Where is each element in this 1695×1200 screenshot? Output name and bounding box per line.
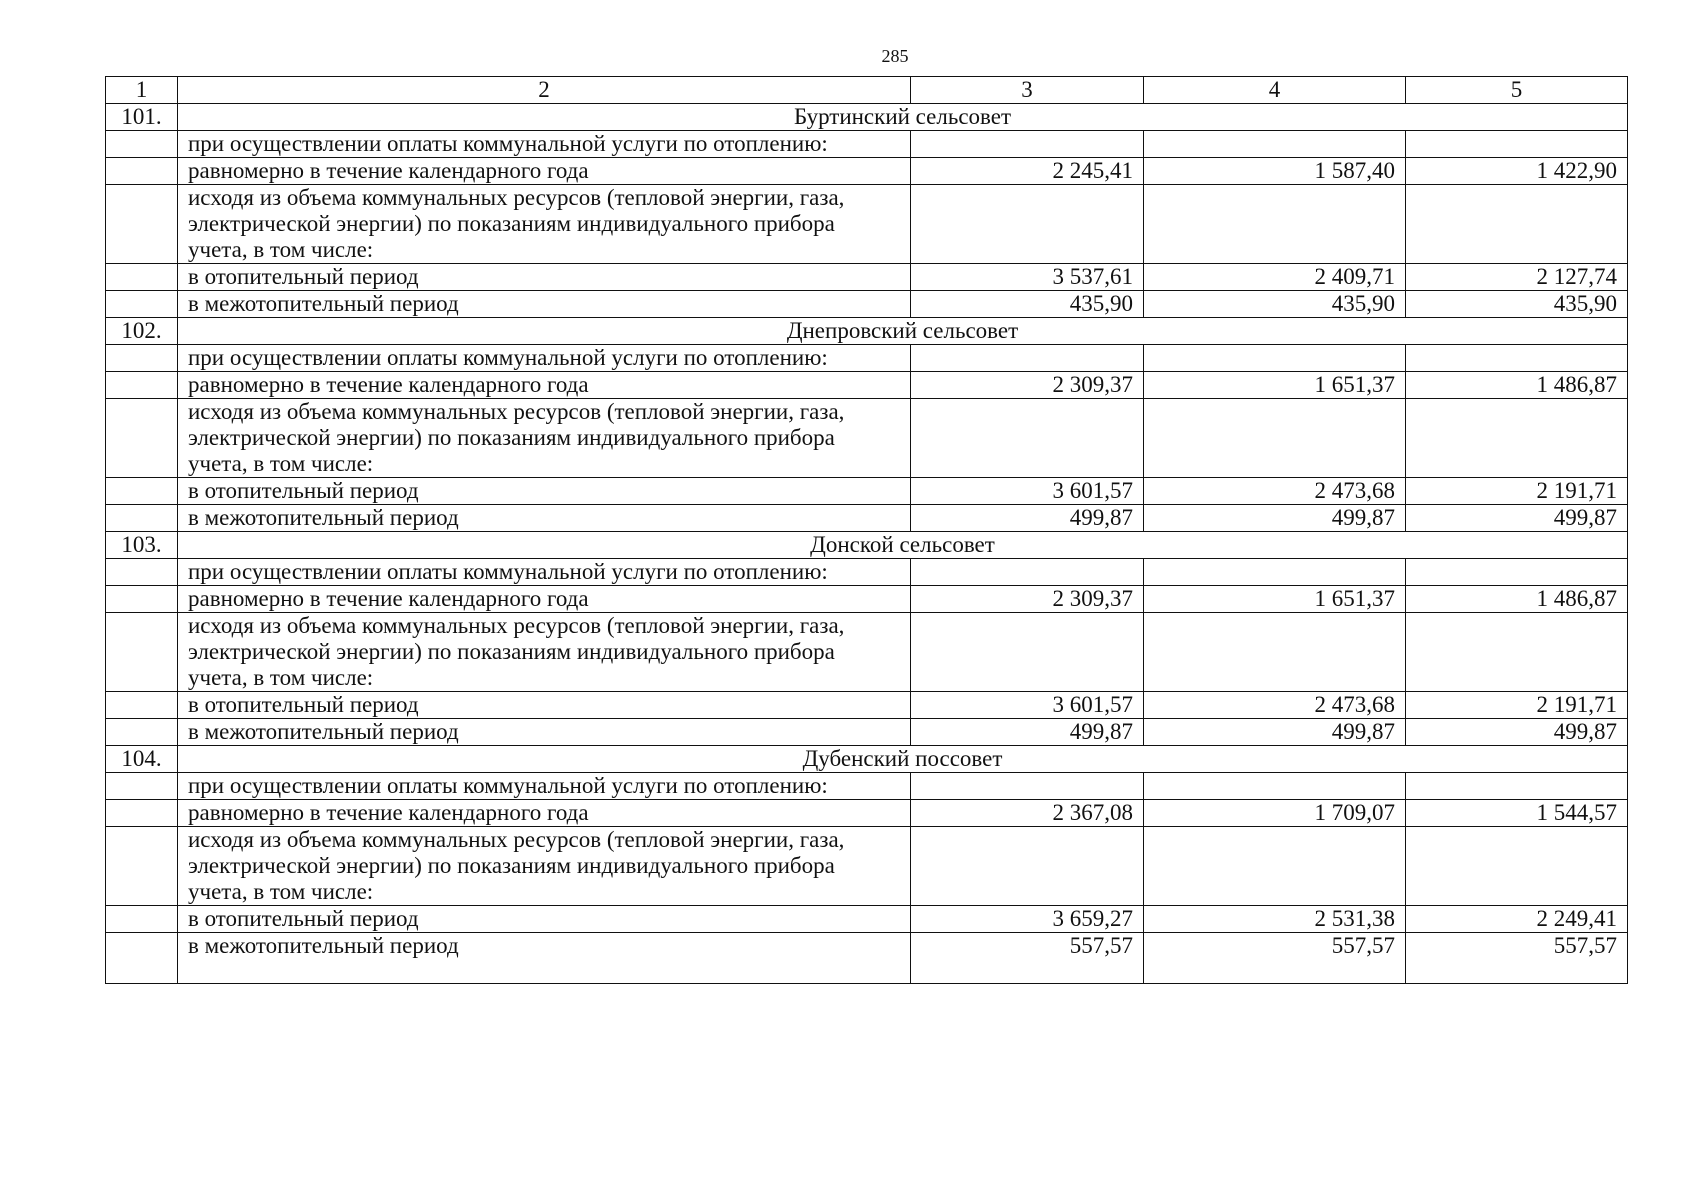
empty-cell: [106, 719, 178, 746]
empty-cell: [1144, 613, 1406, 692]
value-cell: 2 309,37: [911, 372, 1144, 399]
value-cell: 557,57: [1144, 933, 1406, 984]
value-cell: 2 367,08: [911, 800, 1144, 827]
value-cell: 2 191,71: [1406, 692, 1628, 719]
value-cell: 435,90: [911, 291, 1144, 318]
off-season-row: [106, 505, 1628, 532]
off-season-row: [106, 291, 1628, 318]
value-cell: 499,87: [911, 505, 1144, 532]
uniform-row: [106, 800, 1628, 827]
section-title-row: [106, 104, 1628, 131]
empty-cell: [106, 291, 178, 318]
empty-cell: [106, 345, 178, 372]
heading-row: [106, 773, 1628, 800]
empty-cell: [911, 131, 1144, 158]
row-label: равномерно в течение календарного года: [178, 586, 911, 613]
heading-row: [106, 559, 1628, 586]
empty-cell: [1144, 131, 1406, 158]
value-cell: 2 245,41: [911, 158, 1144, 185]
heating-row: [106, 264, 1628, 291]
value-cell: 2 473,68: [1144, 478, 1406, 505]
row-label: в отопительный период: [178, 692, 911, 719]
empty-cell: [106, 586, 178, 613]
section-title-row: [106, 532, 1628, 559]
empty-cell: [106, 827, 178, 906]
page-number: 285: [881, 46, 909, 66]
value-cell: 557,57: [1406, 933, 1628, 984]
tariff-table: [105, 76, 1628, 984]
empty-cell: [1406, 613, 1628, 692]
row-label: исходя из объема коммунальных ресурсов (тепловой энергии, газа, электрической энергии) по показаниям индивидуального прибора учета, в том числе:: [178, 827, 911, 906]
value-cell: 2 409,71: [1144, 264, 1406, 291]
heating-row: [106, 906, 1628, 933]
row-label: при осуществлении оплаты коммунальной услуги по отоплению:: [178, 559, 911, 586]
empty-cell: [1144, 559, 1406, 586]
section-name: Донской сельсовет: [178, 532, 1628, 559]
heading-row: [106, 131, 1628, 158]
row-label: в межотопительный период: [178, 933, 911, 984]
empty-cell: [106, 800, 178, 827]
column-header: 3: [911, 77, 1144, 104]
value-cell: 499,87: [1144, 719, 1406, 746]
row-label: в межотопительный период: [178, 505, 911, 532]
row-label: исходя из объема коммунальных ресурсов (тепловой энергии, газа, электрической энергии) по показаниям индивидуального прибора учета, в том числе:: [178, 399, 911, 478]
heating-row: [106, 692, 1628, 719]
empty-cell: [106, 692, 178, 719]
value-cell: 2 191,71: [1406, 478, 1628, 505]
value-cell: 1 422,90: [1406, 158, 1628, 185]
value-cell: 1 486,87: [1406, 372, 1628, 399]
empty-cell: [106, 372, 178, 399]
section-number: 103.: [106, 532, 178, 559]
value-cell: 1 651,37: [1144, 586, 1406, 613]
empty-cell: [1406, 559, 1628, 586]
row-label: в межотопительный период: [178, 291, 911, 318]
empty-cell: [106, 185, 178, 264]
row-label: исходя из объема коммунальных ресурсов (тепловой энергии, газа, электрической энергии) по показаниям индивидуального прибора учета, в том числе:: [178, 185, 911, 264]
empty-cell: [106, 933, 178, 984]
uniform-row: [106, 372, 1628, 399]
empty-cell: [911, 559, 1144, 586]
column-header: 1: [106, 77, 178, 104]
empty-cell: [106, 478, 178, 505]
row-label: равномерно в течение календарного года: [178, 158, 911, 185]
column-header: 5: [1406, 77, 1628, 104]
section-title-row: [106, 318, 1628, 345]
value-cell: 1 587,40: [1144, 158, 1406, 185]
empty-cell: [106, 131, 178, 158]
value-cell: 499,87: [1144, 505, 1406, 532]
section-name: Дубенский поссовет: [178, 746, 1628, 773]
empty-cell: [1144, 345, 1406, 372]
empty-cell: [1144, 399, 1406, 478]
tariff-table-body: [106, 77, 1628, 984]
empty-cell: [106, 399, 178, 478]
empty-cell: [1406, 185, 1628, 264]
column-header-row: [106, 77, 1628, 104]
empty-cell: [911, 773, 1144, 800]
empty-cell: [1144, 827, 1406, 906]
value-cell: 2 309,37: [911, 586, 1144, 613]
meter-row: [106, 827, 1628, 906]
value-cell: 1 651,37: [1144, 372, 1406, 399]
value-cell: 435,90: [1406, 291, 1628, 318]
empty-cell: [1406, 773, 1628, 800]
empty-cell: [106, 773, 178, 800]
section-name: Днепровский сельсовет: [178, 318, 1628, 345]
meter-row: [106, 185, 1628, 264]
empty-cell: [911, 185, 1144, 264]
meter-row: [106, 613, 1628, 692]
row-label: в отопительный период: [178, 264, 911, 291]
value-cell: 3 601,57: [911, 478, 1144, 505]
heating-row: [106, 478, 1628, 505]
section-number: 101.: [106, 104, 178, 131]
value-cell: 2 249,41: [1406, 906, 1628, 933]
empty-cell: [1144, 185, 1406, 264]
row-label: в отопительный период: [178, 906, 911, 933]
empty-cell: [1406, 827, 1628, 906]
section-title-row: [106, 746, 1628, 773]
empty-cell: [106, 264, 178, 291]
uniform-row: [106, 586, 1628, 613]
value-cell: 1 486,87: [1406, 586, 1628, 613]
empty-cell: [1406, 131, 1628, 158]
uniform-row: [106, 158, 1628, 185]
value-cell: 557,57: [911, 933, 1144, 984]
row-label: исходя из объема коммунальных ресурсов (тепловой энергии, газа, электрической энергии) по показаниям индивидуального прибора учета, в том числе:: [178, 613, 911, 692]
empty-cell: [106, 906, 178, 933]
empty-cell: [106, 158, 178, 185]
empty-cell: [1406, 345, 1628, 372]
section-number: 104.: [106, 746, 178, 773]
row-label: при осуществлении оплаты коммунальной услуги по отоплению:: [178, 773, 911, 800]
empty-cell: [911, 345, 1144, 372]
row-label: равномерно в течение календарного года: [178, 372, 911, 399]
heading-row: [106, 345, 1628, 372]
row-label: равномерно в течение календарного года: [178, 800, 911, 827]
value-cell: 499,87: [1406, 505, 1628, 532]
section-number: 102.: [106, 318, 178, 345]
row-label: при осуществлении оплаты коммунальной услуги по отоплению:: [178, 131, 911, 158]
value-cell: 1 709,07: [1144, 800, 1406, 827]
value-cell: 2 473,68: [1144, 692, 1406, 719]
row-label: при осуществлении оплаты коммунальной услуги по отоплению:: [178, 345, 911, 372]
empty-cell: [911, 613, 1144, 692]
off-season-row: [106, 933, 1628, 984]
value-cell: 499,87: [911, 719, 1144, 746]
value-cell: 3 659,27: [911, 906, 1144, 933]
empty-cell: [106, 613, 178, 692]
empty-cell: [1406, 399, 1628, 478]
column-header: 4: [1144, 77, 1406, 104]
empty-cell: [911, 399, 1144, 478]
column-header: 2: [178, 77, 911, 104]
section-name: Буртинский сельсовет: [178, 104, 1628, 131]
row-label: в межотопительный период: [178, 719, 911, 746]
value-cell: 2 127,74: [1406, 264, 1628, 291]
empty-cell: [106, 505, 178, 532]
value-cell: 435,90: [1144, 291, 1406, 318]
value-cell: 3 601,57: [911, 692, 1144, 719]
value-cell: 499,87: [1406, 719, 1628, 746]
row-label: в отопительный период: [178, 478, 911, 505]
off-season-row: [106, 719, 1628, 746]
empty-cell: [911, 827, 1144, 906]
value-cell: 2 531,38: [1144, 906, 1406, 933]
meter-row: [106, 399, 1628, 478]
value-cell: 1 544,57: [1406, 800, 1628, 827]
empty-cell: [1144, 773, 1406, 800]
empty-cell: [106, 559, 178, 586]
value-cell: 3 537,61: [911, 264, 1144, 291]
